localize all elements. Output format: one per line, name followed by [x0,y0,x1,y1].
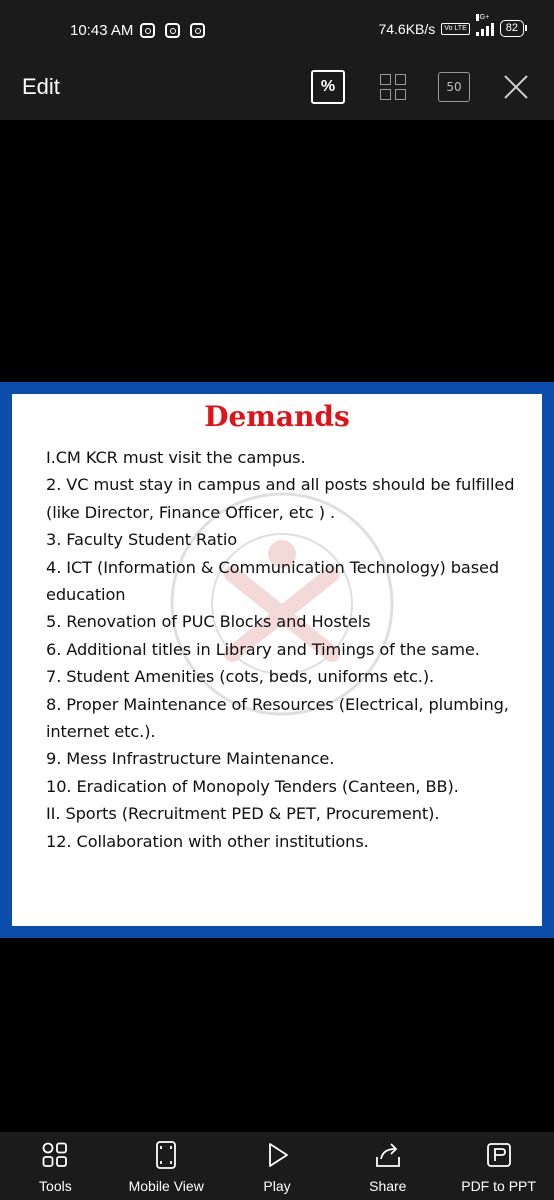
list-item: 9. Mess Infrastructure Maintenance. [46,749,335,769]
page-count-icon[interactable] [438,72,470,102]
list-item: 8. Proper Maintenance of Resources (Electrical, plumbing, internet etc.). [46,694,509,742]
pdf-to-ppt-icon [484,1140,514,1170]
list-item: 5. Renovation of PUC Blocks and Hostels [46,612,371,632]
top-toolbar [0,62,554,120]
list-item: 3. Faculty Student Ratio [46,530,238,550]
nav-label: PDF to PPT [461,1178,536,1194]
grid-view-icon[interactable] [376,70,410,104]
document-viewer[interactable] [0,120,554,1132]
crop-percent-icon[interactable] [311,70,345,104]
instagram-notification-icon [190,23,205,38]
nav-pdf-to-ppt[interactable] [443,1132,554,1200]
list-item: 4. ICT (Information & Communication Technology) based education [46,557,500,605]
tools-grid-icon [40,1140,70,1170]
list-item: 10. Eradication of Monopoly Tenders (Canteen, BB). [46,776,459,796]
nav-tools[interactable] [0,1132,111,1200]
mobile-view-icon [151,1140,181,1170]
crop-symbol: % [320,78,336,95]
network-type: 4G+ [475,13,490,21]
edit-button[interactable]: Edit [22,74,60,99]
instagram-notification-icon [165,23,180,38]
net-speed: 74.6KB/s [378,20,436,37]
nav-label: Tools [39,1178,72,1194]
instagram-notification-icon [140,23,155,38]
play-icon [262,1140,292,1170]
notification-icons [140,23,205,38]
list-item: I.CM KCR must visit the campus. [46,448,306,467]
nav-mobile-view[interactable] [111,1132,222,1200]
signal-icon [475,13,494,36]
close-icon[interactable] [499,70,533,104]
nav-play[interactable] [222,1132,333,1200]
status-bar [0,0,554,62]
demands-list [12,444,542,855]
share-icon [373,1140,403,1170]
list-item: 2. VC must stay in campus and all posts should be fulfilled (like Director, Finance Officer, etc ) . [46,475,515,522]
list-item: 12. Collaboration with other institutions. [46,831,369,851]
document-page [0,382,554,938]
nav-label: Play [263,1178,291,1194]
volte-icon: Vo LTE [441,23,469,35]
nav-share[interactable] [332,1132,443,1200]
document-content [12,394,542,926]
document-title: Demands [204,400,350,433]
list-item: II. Sports (Recruitment PED & PET, Procurement). [46,804,440,824]
battery-icon: 82 [500,20,524,37]
list-item: 6. Additional titles in Library and Timings of the same. [46,639,480,659]
nav-label: Share [369,1178,407,1194]
bottom-nav [0,1132,554,1200]
status-time: 10:43 AM [70,22,134,39]
status-right [378,13,524,37]
page-count: 50 [446,80,462,94]
list-item: 7. Student Amenities (cots, beds, uniforms etc.). [46,667,435,687]
nav-label: Mobile View [128,1178,204,1194]
